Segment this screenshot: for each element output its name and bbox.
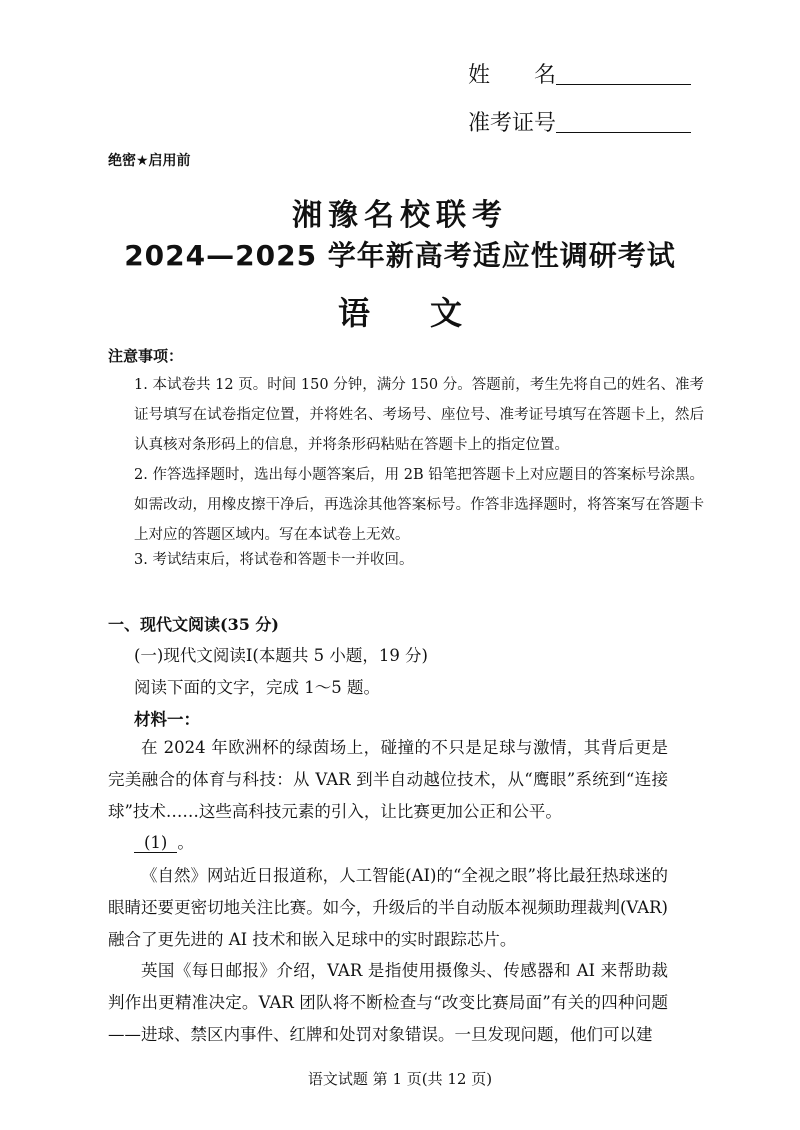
name-blank-line [556, 84, 691, 85]
exam-name-title: 2024—2025 学年新高考适应性调研考试 [124, 239, 676, 272]
paragraph-1: 在 2024 年欧洲杯的绿茵场上，碰撞的不只是足球与激情，其背后更是完美融合的体育与科技：从 VAR 到半自动越位技术，从“鹰眼”系统到“连接球”技术……这些高科技元素的引入，让比赛更加公正和公平。 [108, 738, 668, 821]
exam-id-blank-line [556, 132, 691, 133]
section-heading: 一、现代文阅读(35 分) [108, 615, 279, 634]
notice-item-1: 1. 本试卷共 12 页。时间 150 分钟，满分 150 分。答题前，考生先将自己的姓名、准考证号填写在试卷指定位置，并将姓名、考场号、座位号、准考证号填写在答题卡上，然后认真核对条形码上的信息，并将条形码粘贴在答题卡上的指定位置。 [134, 377, 704, 453]
paragraph-3: 英国《每日邮报》介绍，VAR 是指使用摄像头、传感器和 AI 来帮助裁判作出更精准决定。VAR 团队将不断检查与“改变比赛局面”有关的四种问题——进球、禁区内事件、红牌和处罚对象错误。一旦发现问题，他们可以建 [108, 961, 668, 1044]
fill-in-blank [134, 829, 194, 853]
blank-end-mark: 。 [177, 833, 194, 852]
exam-organizer-title: 湘豫名校联考 [292, 198, 508, 233]
notice-item-2: 2. 作答选择题时，选出每小题答案后，用 2B 铅笔把答题卡上对应题目的答案标号涂黑。如需改动，用橡皮擦干净后，再选涂其他答案标号。作答非选择题时，将答案写在答题卡上对应的答题区域内。写在本试卷上无效。 [134, 467, 704, 543]
exam-id-label: 准考证号 [468, 111, 557, 136]
blank-number: (1) [134, 833, 177, 853]
page-footer: 语文试题 第 1 页(共 12 页) [307, 1070, 493, 1088]
subject-title: 语文 [337, 294, 522, 332]
paragraph-2: 《自然》网站近日报道称，人工智能(AI)的“全视之眼”将比最狂热球迷的眼睛还要更密切地关注比赛。如今，升级后的半自动版本视频助理裁判(VAR)融合了更先进的 AI 技术和嵌入足球中的实时跟踪芯片。 [108, 866, 668, 949]
secret-mark: 绝密★启用前 [108, 153, 191, 169]
reading-instruction: 阅读下面的文字，完成 1～5 题。 [134, 678, 380, 697]
material-label: 材料一： [134, 710, 200, 729]
notice-heading: 注意事项： [108, 347, 184, 365]
name-label: 姓 名 [468, 63, 557, 88]
subsection-heading: (一)现代文阅读Ⅰ(本题共 5 小题，19 分) [134, 646, 428, 665]
notice-item-3: 3. 考试结束后，将试卷和答题卡一并收回。 [134, 552, 414, 568]
